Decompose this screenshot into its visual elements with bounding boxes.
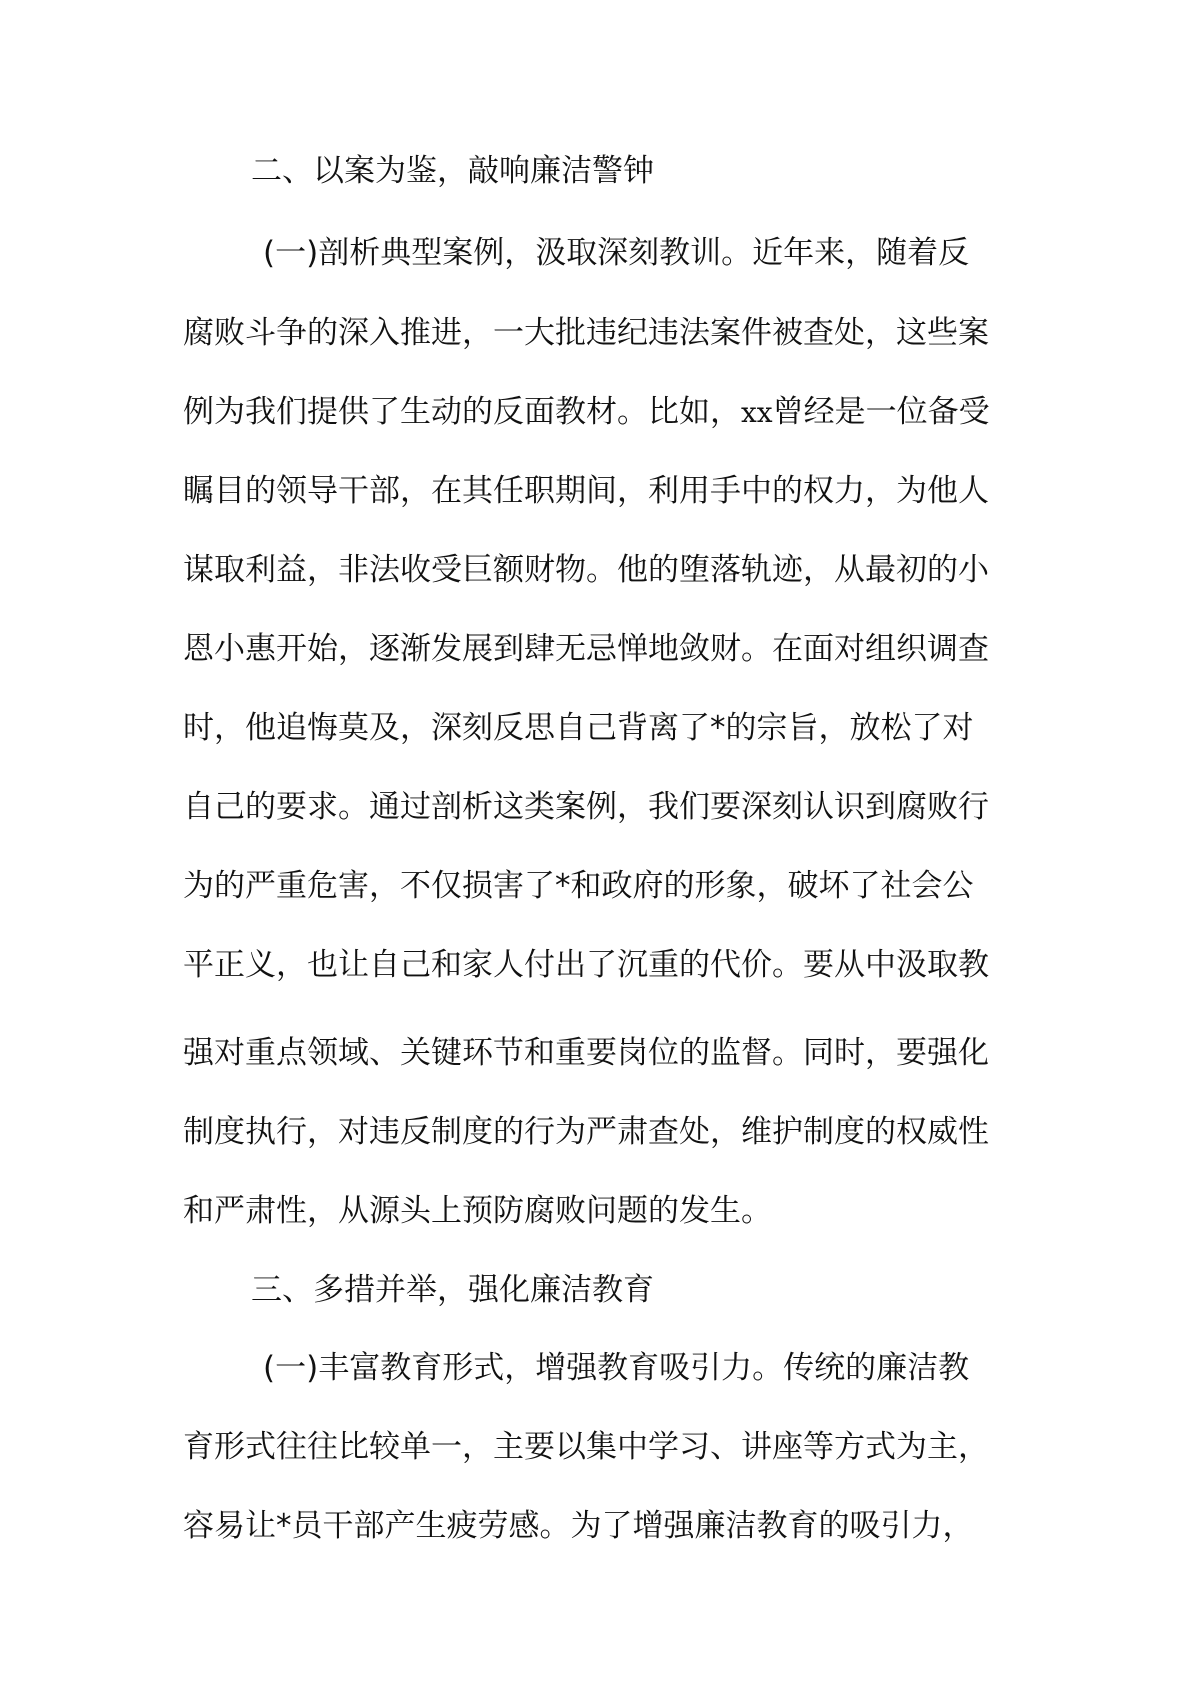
- paragraph-line: 为的严重危害，不仅损害了*和政府的形象，破坏了社会公: [183, 868, 974, 904]
- paragraph-line: 恩小惠开始，逐渐发展到肆无忌惮地敛财。在面对组织调查: [183, 631, 989, 667]
- name-placeholder: xx: [741, 396, 773, 429]
- paragraph-line: 瞩目的领导干部，在其任职期间，利用手中的权力，为他人: [183, 473, 989, 509]
- paragraph-line: (一)剖析典型案例，汲取深刻教训。近年来，随着反: [263, 235, 970, 271]
- paragraph-line: 时，他追悔莫及，深刻反思自己背离了*的宗旨，放松了对: [183, 710, 974, 746]
- paragraph-text: 例为我们提供了生动的反面教材。比如，: [183, 394, 741, 430]
- paragraph-line: 自己的要求。通过剖析这类案例，我们要深刻认识到腐败行: [183, 789, 989, 825]
- section-heading: 二、以案为鉴，敲响廉洁警钟: [251, 153, 654, 189]
- paragraph-line: 平正义，也让自己和家人付出了沉重的代价。要从中汲取教: [183, 947, 989, 983]
- section-heading: 三、多措并举，强化廉洁教育: [251, 1272, 654, 1308]
- paragraph-line: 强对重点领域、关键环节和重要岗位的监督。同时，要强化: [183, 1035, 989, 1071]
- paragraph-line: 谋取利益，非法收受巨额财物。他的堕落轨迹，从最初的小: [183, 552, 989, 588]
- paragraph-line: 制度执行，对违反制度的行为严肃查处，维护制度的权威性: [183, 1114, 989, 1150]
- paragraph-line: (一)丰富教育形式，增强教育吸引力。传统的廉洁教: [263, 1350, 970, 1386]
- paragraph-line: 和严肃性，从源头上预防腐败问题的发生。: [183, 1193, 772, 1229]
- paragraph-line: 容易让*员干部产生疲劳感。为了增强廉洁教育的吸引力，: [183, 1508, 974, 1544]
- paragraph-text: 曾经是一位备受: [772, 394, 990, 430]
- paragraph-line: 育形式往往比较单一，主要以集中学习、讲座等方式为主，: [183, 1429, 989, 1465]
- paragraph-line: 腐败斗争的深入推进，一大批违纪违法案件被查处，这些案: [183, 315, 989, 351]
- paragraph-line: [183, 387, 1043, 437]
